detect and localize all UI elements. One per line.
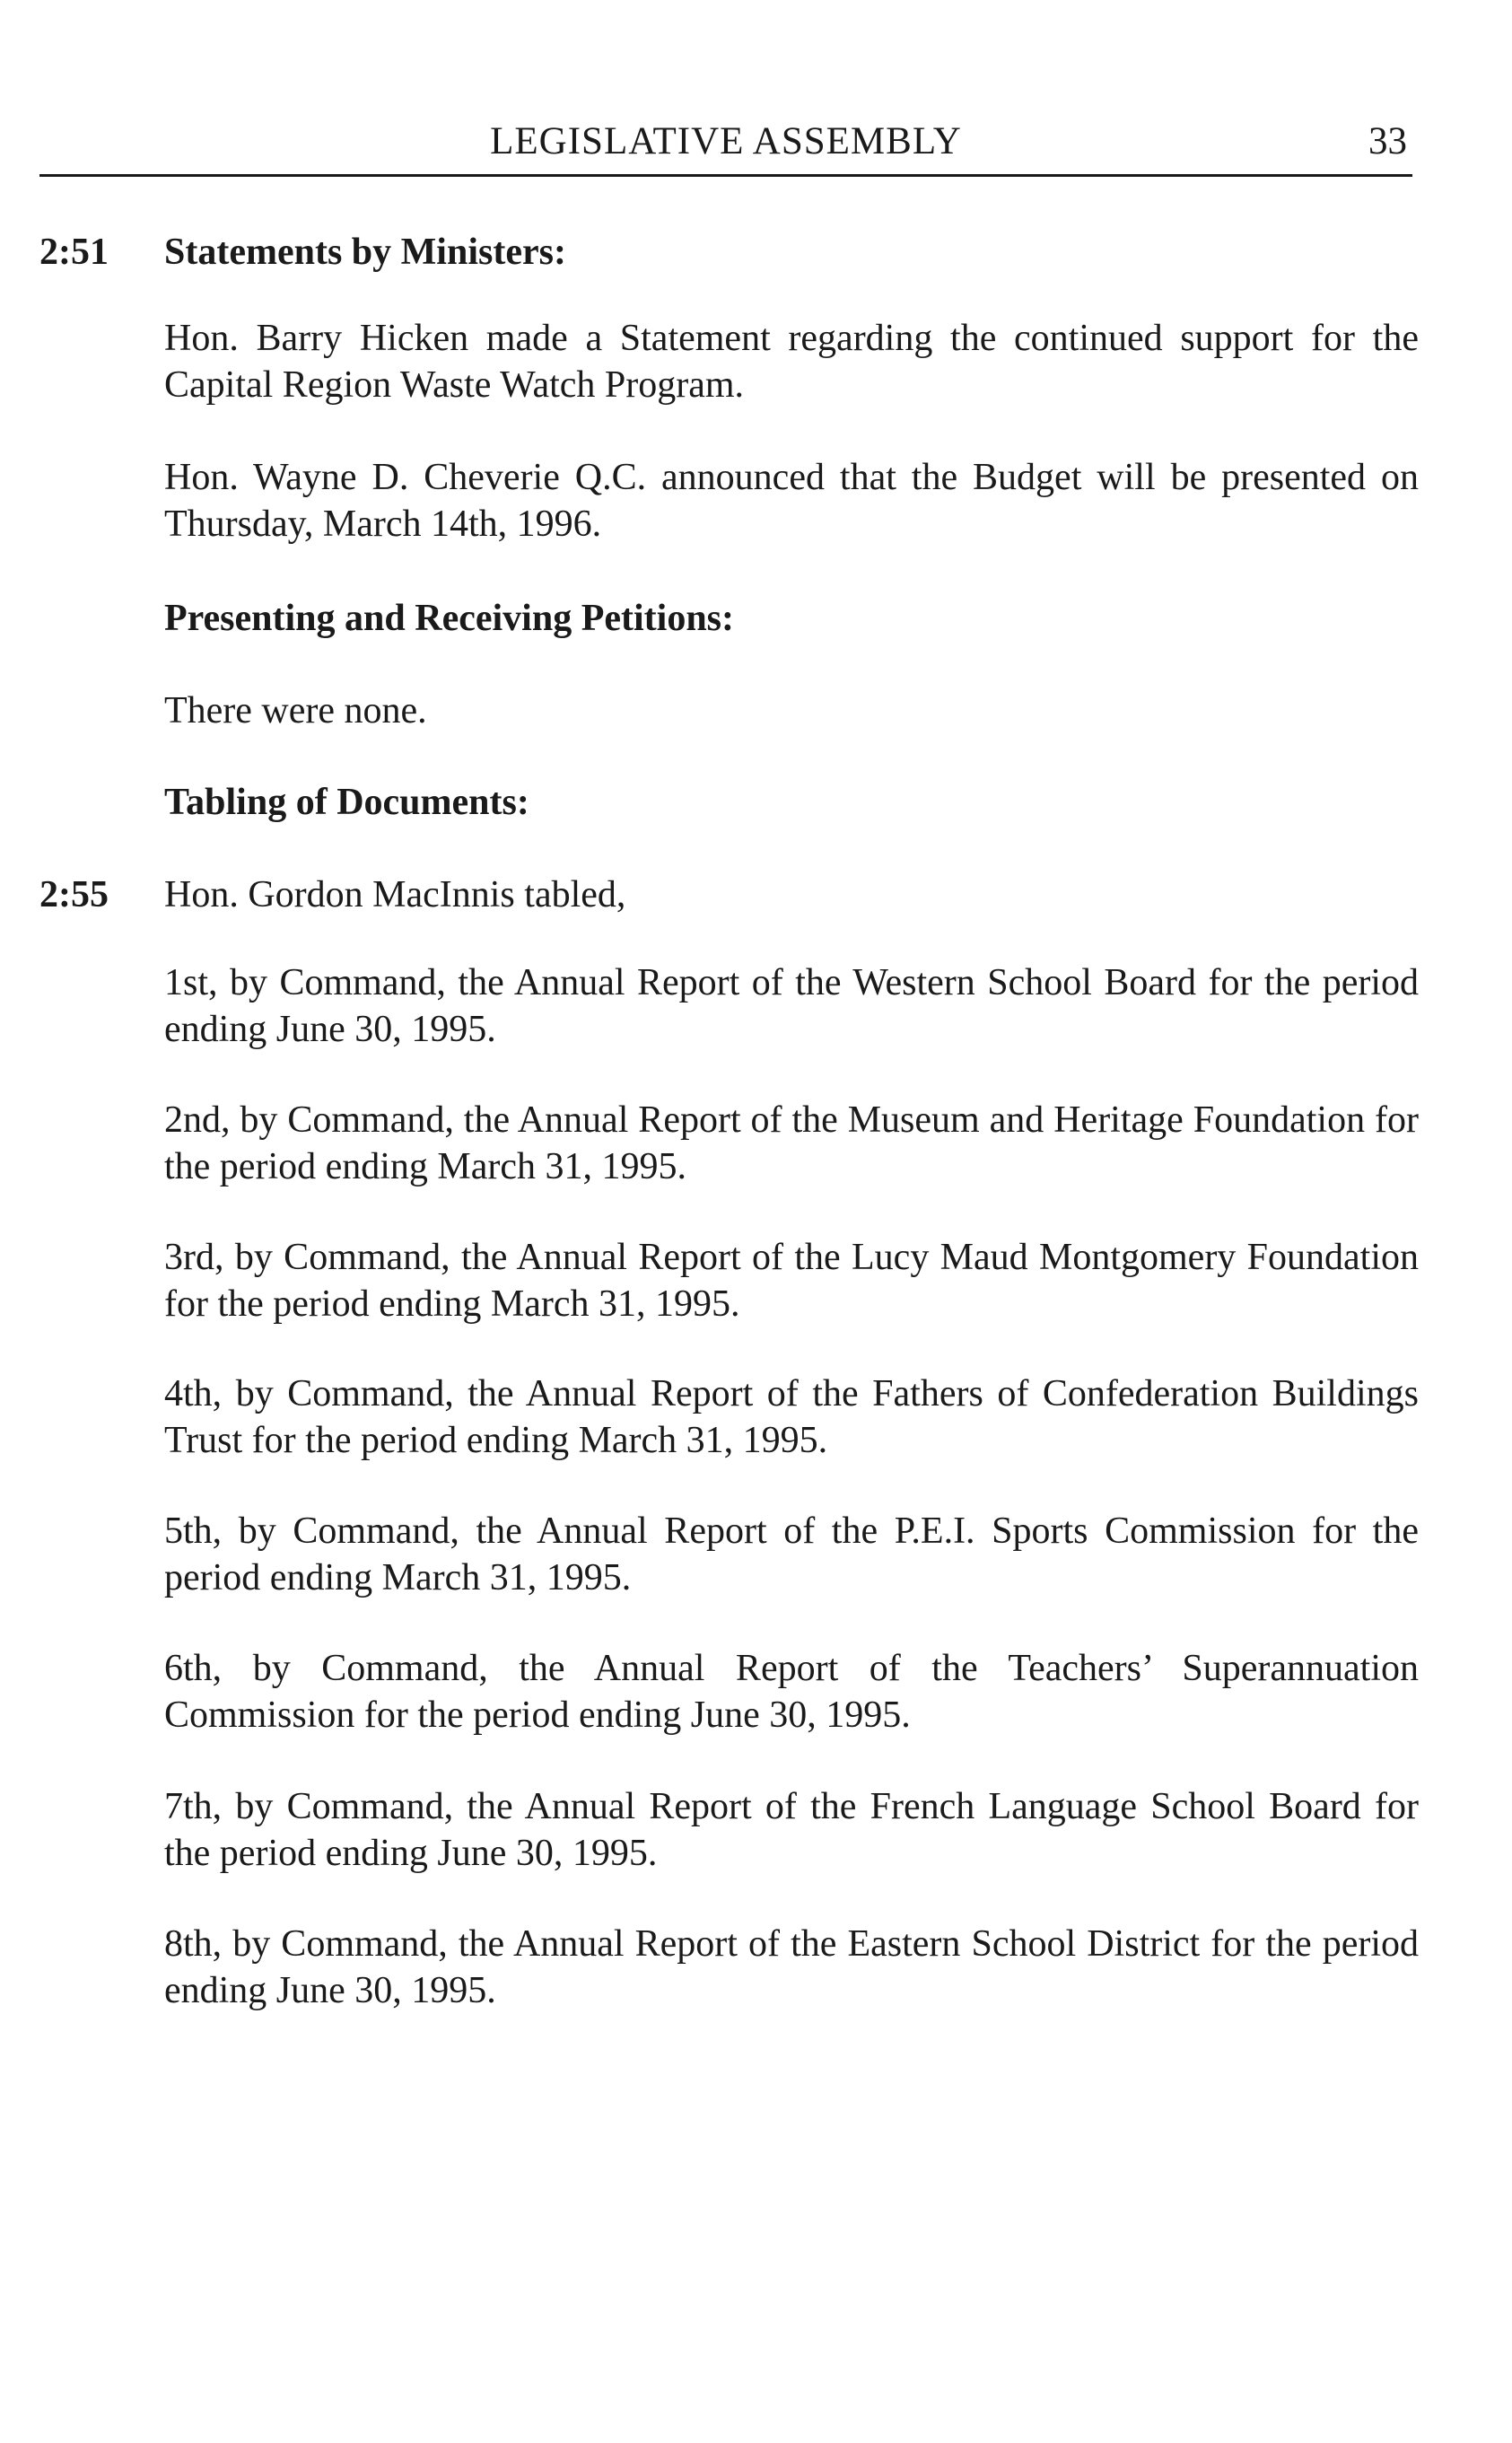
time-stamp-251: 2:51 [39,232,109,273]
statements-heading: Statements by Ministers: [164,232,566,273]
tabling-intro: Hon. Gordon MacInnis tabled, [164,874,626,915]
header-title: LEGISLATIVE ASSEMBLY [490,120,962,162]
document-item: 4th, by Command, the Annual Report of the Fathers of Confederation Buildings Trust for the period ending March 31, 1995. [164,1373,1419,1461]
page-header [39,122,1412,177]
petitions-text: There were none. [164,690,427,731]
document-item: 5th, by Command, the Annual Report of the P.E.I. Sports Commission for the period ending March 31, 1995. [164,1510,1419,1598]
document-item: 3rd, by Command, the Annual Report of the Lucy Maud Montgomery Foundation for the period ending March 31, 1995. [164,1237,1419,1325]
document-item: 8th, by Command, the Annual Report of the Eastern School District for the period ending June 30, 1995. [164,1923,1419,2011]
statement-paragraph-2: Hon. Wayne D. Cheverie Q.C. announced that the Budget will be presented on Thursday, March 14th, 1996. [164,457,1419,545]
document-item: 7th, by Command, the Annual Report of the French Language School Board for the period ending June 30, 1995. [164,1786,1419,1874]
document-item: 6th, by Command, the Annual Report of the Teachers’ Superannuation Commission for the period ending June 30, 1995. [164,1648,1419,1736]
time-stamp-255: 2:55 [39,874,109,915]
page-number: 33 [1368,120,1407,162]
petitions-heading: Presenting and Receiving Petitions: [164,598,735,639]
tabling-heading: Tabling of Documents: [164,782,529,823]
document-item: 1st, by Command, the Annual Report of the Western School Board for the period ending June 30, 1995. [164,962,1419,1050]
document-item: 2nd, by Command, the Annual Report of the Museum and Heritage Foundation for the period ending March 31, 1995. [164,1099,1419,1187]
statement-paragraph-1: Hon. Barry Hicken made a Statement regarding the continued support for the Capital Region Waste Watch Program. [164,318,1419,406]
